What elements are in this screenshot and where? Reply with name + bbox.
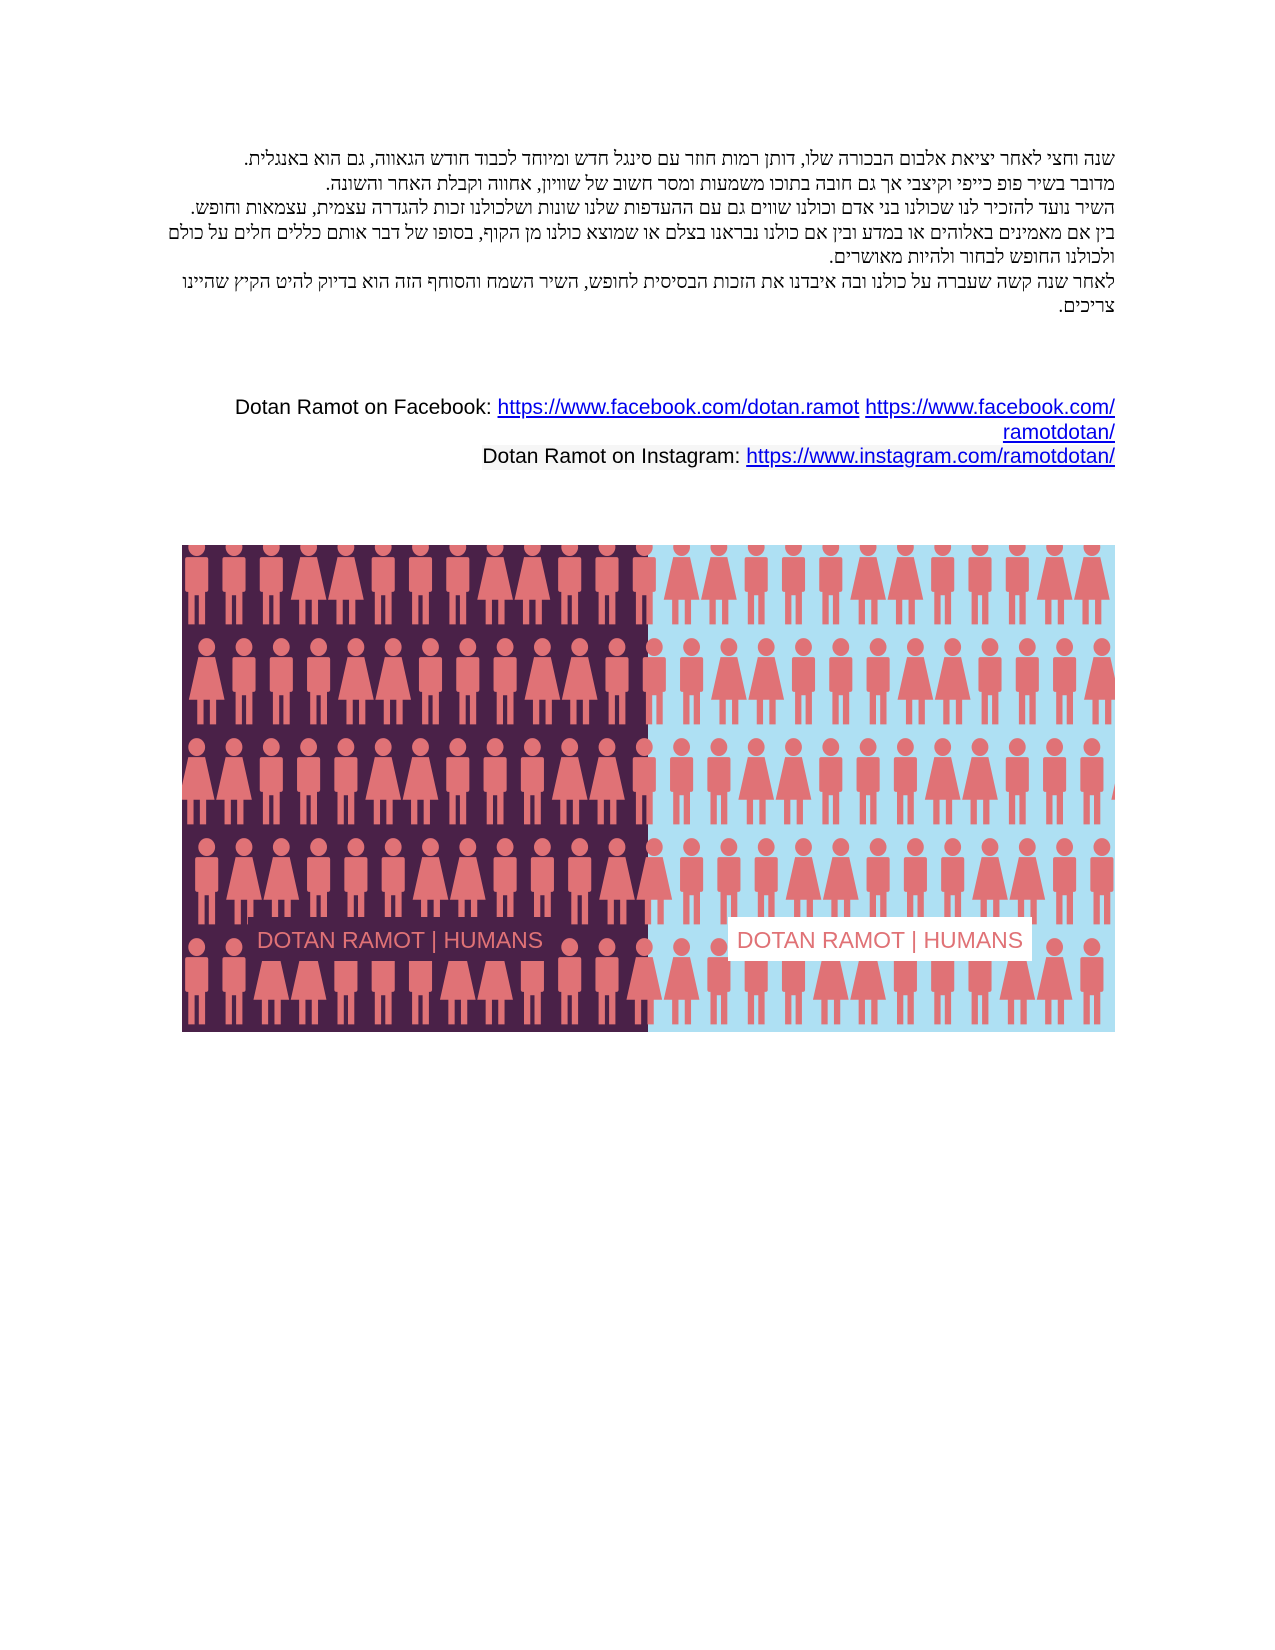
facebook-link-secondary-continued[interactable]: ramotdotan/ [1002, 420, 1115, 444]
album-left-title: DOTAN RAMOT | HUMANS [256, 927, 544, 953]
paragraph-beliefs: בין אם מאמינים באלוהים או במדע ובין אם כולנו נבראנו בצלם או שמוצא כולנו מן הקוף, בסופו של דבר אותם כללים חלים על כולם ולכולנו החופש לבחור ולהיות מאושרים. [167, 222, 1115, 268]
facebook-line [175, 396, 1115, 421]
paragraph-intro: שנה וחצי לאחר יציאת אלבום הבכורה שלו, דותן רמות חוזר עם סינגל חדש ומיוחד לכבוד חודש הגאווה, גם הוא באנגלית. [243, 149, 1115, 170]
album-cover-image [182, 545, 1115, 1032]
facebook-label: Dotan Ramot on Facebook: [234, 396, 498, 419]
paragraph-summer-hit: לאחר שנה קשה שעברה על כולנו ובה איבדנו את הזכות הבסיסית לחופש, השיר השמח והסוחף הזה הוא בדיוק להיט הקיץ שהיינו צריכים. [182, 271, 1115, 317]
paragraph-song-description: מדובר בשיר פופ כייפי וקיצבי אך גם חובה בתוכו משמעות ומסר חשוב של שוויון, אחווה וקבלת האחר והשונה. [325, 173, 1115, 195]
instagram-label: Dotan Ramot on Instagram: [482, 445, 747, 468]
instagram-link[interactable]: https://www.instagram.com/ramotdotan/ [746, 445, 1115, 468]
album-cover-graphic [182, 545, 1115, 1032]
paragraph-message: השיר נועד להזכיר לנו שכולנו בני אדם וכולנו שווים גם עם ההעדפות שלנו שונות ושלכולנו זכות להגדרה עצמית, עצמאות וחופש. [190, 198, 1115, 219]
social-links [175, 396, 1115, 470]
facebook-link-primary[interactable]: https://www.facebook.com/dotan.ramot [497, 396, 860, 419]
facebook-link-secondary[interactable]: https://www.facebook.com/ [865, 396, 1115, 419]
facebook-line-continuation [175, 421, 1115, 446]
album-right-title: DOTAN RAMOT | HUMANS [736, 927, 1024, 953]
instagram-line [175, 445, 1115, 470]
article-body [155, 148, 1115, 320]
